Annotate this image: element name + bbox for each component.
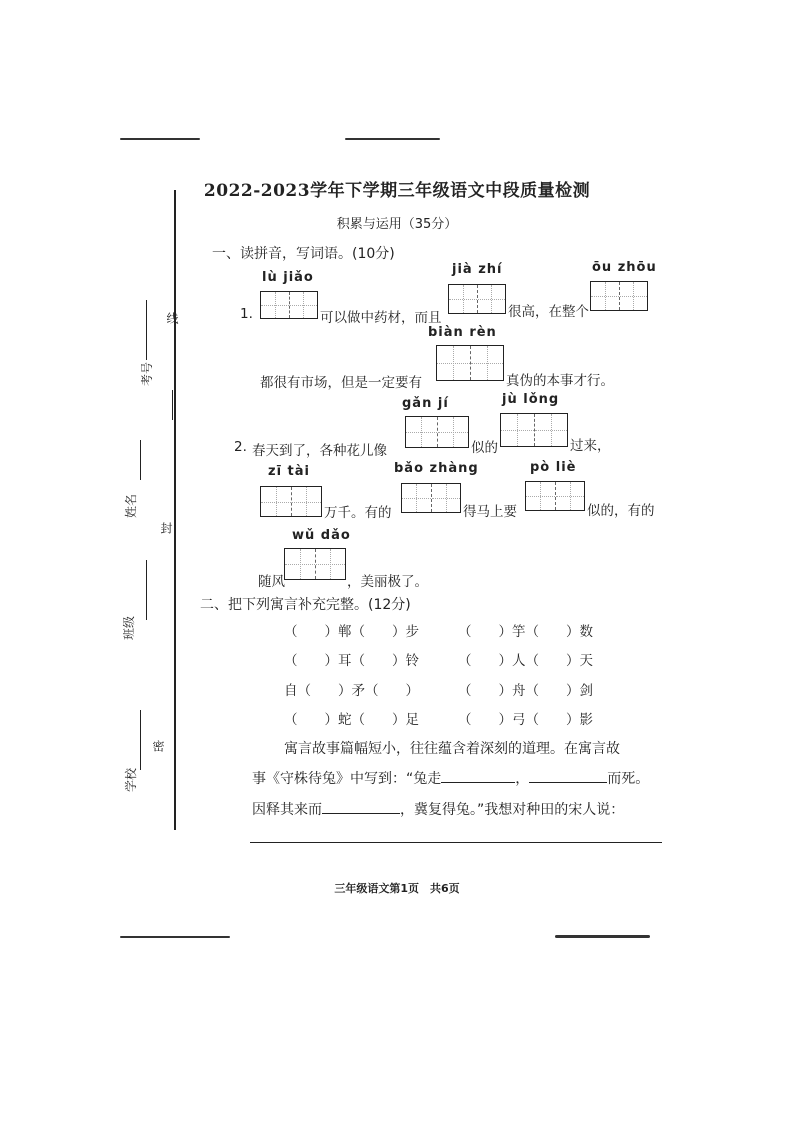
idiom-4-2[interactable]: （ ）弓（ ）影 xyxy=(458,712,593,728)
q1-text-b: 很高，在整个 xyxy=(508,304,589,320)
answer-box-zi-tai[interactable] xyxy=(260,486,322,517)
answer-box-ju-long[interactable] xyxy=(500,413,568,447)
answer-box-bao-zhang[interactable] xyxy=(401,483,461,513)
pinyin-jia-zhi: jià zhí xyxy=(452,262,503,277)
idiom-1-1[interactable]: （ ）郸（ ）步 xyxy=(284,624,419,640)
q2-text-e: 得马上要 xyxy=(463,504,517,520)
q2-text-c: 过来， xyxy=(570,438,611,454)
xingming-line xyxy=(140,440,141,480)
pinyin-lu-jiao: lù jiǎo xyxy=(262,270,314,285)
blank-2[interactable] xyxy=(529,768,607,783)
answer-box-jia-zhi[interactable] xyxy=(448,284,506,314)
scan-line-top-right xyxy=(345,138,440,140)
para-line-2c: 而死。 xyxy=(607,771,650,787)
scan-line-bottom-right xyxy=(555,935,650,938)
q2-text-d: 万千。有的 xyxy=(324,505,392,521)
para-line-2b: ， xyxy=(515,771,530,787)
pinyin-bian-ren: biàn rèn xyxy=(428,325,497,340)
para-line-2 xyxy=(252,768,649,788)
q2-number: 2. xyxy=(234,439,247,455)
pinyin-zi-tai: zī tài xyxy=(268,464,310,479)
pinyin-ju-long: jù lǒng xyxy=(502,392,560,407)
para-line-1: 寓言故事篇幅短小，往往蕴含着深刻的道理。在寓言故 xyxy=(284,741,620,757)
pinyin-bao-zhang: bǎo zhàng xyxy=(394,461,479,476)
binding-label-xingming: 姓名 xyxy=(124,493,138,518)
pinyin-gan-ji: gǎn jí xyxy=(402,396,449,411)
para-line-3 xyxy=(252,799,624,819)
binding-label-xian: 线 xyxy=(165,312,179,324)
xuexiao-line xyxy=(140,710,141,770)
answer-box-gan-ji[interactable] xyxy=(405,416,469,448)
pinyin-wu-dao: wǔ dǎo xyxy=(292,528,351,543)
pinyin-po-lie: pò liè xyxy=(530,460,577,475)
binding-label-kaohao: 考号 xyxy=(140,361,154,386)
scan-line-top-left xyxy=(120,138,200,140)
answer-box-wu-dao[interactable] xyxy=(284,548,346,580)
idiom-4-1[interactable]: （ ）蛇（ ）足 xyxy=(284,712,419,728)
answer-box-lu-jiao[interactable] xyxy=(260,291,318,319)
scan-line-bottom-left xyxy=(120,936,230,938)
section2-heading: 二、把下列寓言补充完整。(12分) xyxy=(200,597,411,613)
idiom-3-1[interactable]: 自（ ）矛（ ） xyxy=(284,683,419,699)
blank-1[interactable] xyxy=(441,768,515,783)
q2-text-b: 似的 xyxy=(471,440,498,456)
binding-label-xuexiao: 学校 xyxy=(124,767,138,792)
answer-box-po-lie[interactable] xyxy=(525,481,585,511)
pinyin-ou-zhou: ōu zhōu xyxy=(592,260,657,275)
section1-heading: 一、读拼音，写词语。(10分) xyxy=(212,246,395,262)
q2-text-h: ，美丽极了。 xyxy=(347,574,428,590)
q1-text-c: 都很有市场，但是一定要有 xyxy=(260,375,422,391)
q2-text-f: 似的，有的 xyxy=(587,503,655,519)
para-line-3a: 因释其来而 xyxy=(252,802,322,818)
idiom-3-2[interactable]: （ ）舟（ ）剑 xyxy=(458,683,593,699)
banji-line xyxy=(146,560,147,620)
idiom-1-2[interactable]: （ ）竽（ ）数 xyxy=(458,624,593,640)
page-footer: 三年级语文第1页 共6页 xyxy=(334,882,460,895)
idiom-2-1[interactable]: （ ）耳（ ）铃 xyxy=(284,653,419,669)
binding-label-banji: 班级 xyxy=(122,615,136,640)
idiom-2-2[interactable]: （ ）人（ ）天 xyxy=(458,653,593,669)
kaohao-line xyxy=(146,300,147,360)
page-title: 2022-2023学年下学期三年级语文中段质量检测 xyxy=(203,181,591,201)
q1-number: 1. xyxy=(240,306,253,322)
q2-text-a: 春天到了，各种花儿像 xyxy=(252,443,387,459)
answer-box-bian-ren[interactable] xyxy=(436,345,504,381)
answer-box-ou-zhou[interactable] xyxy=(590,281,648,311)
answer-line[interactable] xyxy=(250,842,662,843)
para-line-2a: 事《守株待兔》中写到：“兔走 xyxy=(252,771,442,787)
q2-text-g: 随风 xyxy=(258,574,285,590)
para-line-3b: ，冀复得兔。”我想对种田的宋人说： xyxy=(400,802,625,818)
binding-label-mi: 密 xyxy=(151,740,165,752)
page-subtitle: 积累与运用（35分） xyxy=(336,217,458,232)
q1-text-a: 可以做中药材，而且 xyxy=(320,310,442,326)
binding-line xyxy=(174,190,176,830)
blank-3[interactable] xyxy=(322,799,400,814)
q1-text-d: 真伪的本事才行。 xyxy=(506,373,614,389)
binding-line-accent xyxy=(172,390,173,420)
binding-label-feng: 封 xyxy=(159,522,173,534)
